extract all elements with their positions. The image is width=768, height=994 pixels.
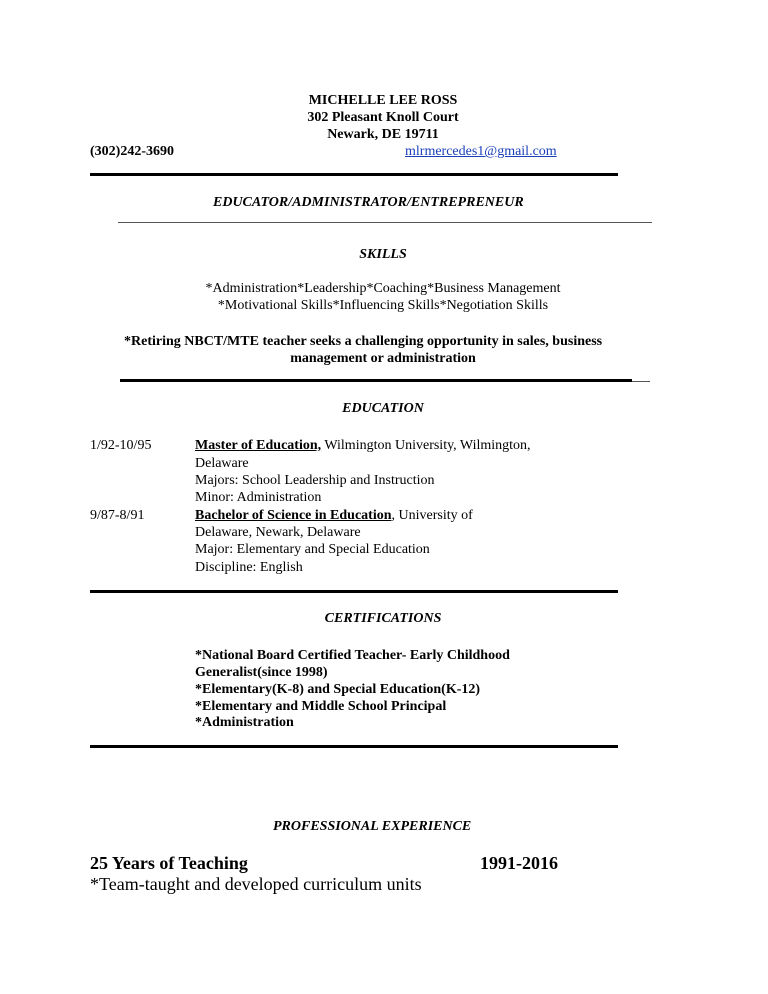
certification-item: *Elementary and Middle School Principal [195, 699, 447, 714]
phone-number: (302)242-3690 [90, 144, 174, 159]
education-line: Major: Elementary and Special Education [195, 542, 430, 557]
street-address: 302 Pleasant Knoll Court [307, 110, 459, 125]
education-line: Minor: Administration [195, 490, 322, 505]
certifications-heading: CERTIFICATIONS [324, 611, 442, 626]
master-institution: Wilmington University, Wilmington, [321, 438, 531, 453]
experience-role: 25 Years of Teaching [90, 853, 248, 873]
objective-line-1: *Retiring NBCT/MTE teacher seeks a challenging opportunity in sales, business [124, 334, 603, 349]
education-line: Delaware [195, 456, 249, 471]
city-state-zip: Newark, DE 19711 [327, 127, 439, 142]
education-divider [90, 590, 618, 593]
experience-heading: PROFESSIONAL EXPERIENCE [273, 819, 472, 834]
education-dates-2: 9/87-8/91 [90, 508, 145, 523]
certifications-divider [90, 745, 618, 748]
objective-line-2: management or administration [290, 351, 476, 366]
education-line: Delaware, Newark, Delaware [195, 525, 361, 540]
skills-heading: SKILLS [359, 247, 407, 262]
title-divider [118, 222, 652, 223]
certification-item: *Elementary(K-8) and Special Education(K-12) [195, 682, 481, 697]
education-heading: EDUCATION [342, 401, 424, 416]
certification-item: *Administration [195, 715, 294, 730]
bachelor-institution: , University of [391, 508, 473, 523]
education-entry-1 [195, 437, 531, 454]
degree-master: Master of Education, [195, 438, 322, 453]
education-dates-1: 1/92-10/95 [90, 438, 152, 453]
degree-bachelor: Bachelor of Science in Education [195, 508, 392, 523]
education-line: Discipline: English [195, 560, 303, 575]
experience-bullet: *Team-taught and developed curriculum units [90, 874, 422, 894]
email-link[interactable]: mlrmercedes1@gmail.com [405, 144, 557, 159]
skills-line-2: *Motivational Skills*Influencing Skills*Negotiation Skills [217, 298, 549, 313]
header-divider [90, 173, 618, 176]
candidate-name: MICHELLE LEE ROSS [308, 93, 458, 108]
career-title: EDUCATOR/ADMINISTRATOR/ENTREPRENEUR [213, 195, 524, 210]
skills-divider [120, 379, 632, 382]
certification-item: *National Board Certified Teacher- Early Childhood [195, 648, 510, 663]
certification-item: Generalist(since 1998) [195, 665, 328, 680]
education-line: Majors: School Leadership and Instruction [195, 473, 435, 488]
education-entry-2 [195, 507, 473, 524]
skills-line-1: *Administration*Leadership*Coaching*Business Management [205, 281, 561, 296]
skills-divider-tail [632, 381, 650, 382]
experience-years: 1991-2016 [480, 853, 558, 873]
